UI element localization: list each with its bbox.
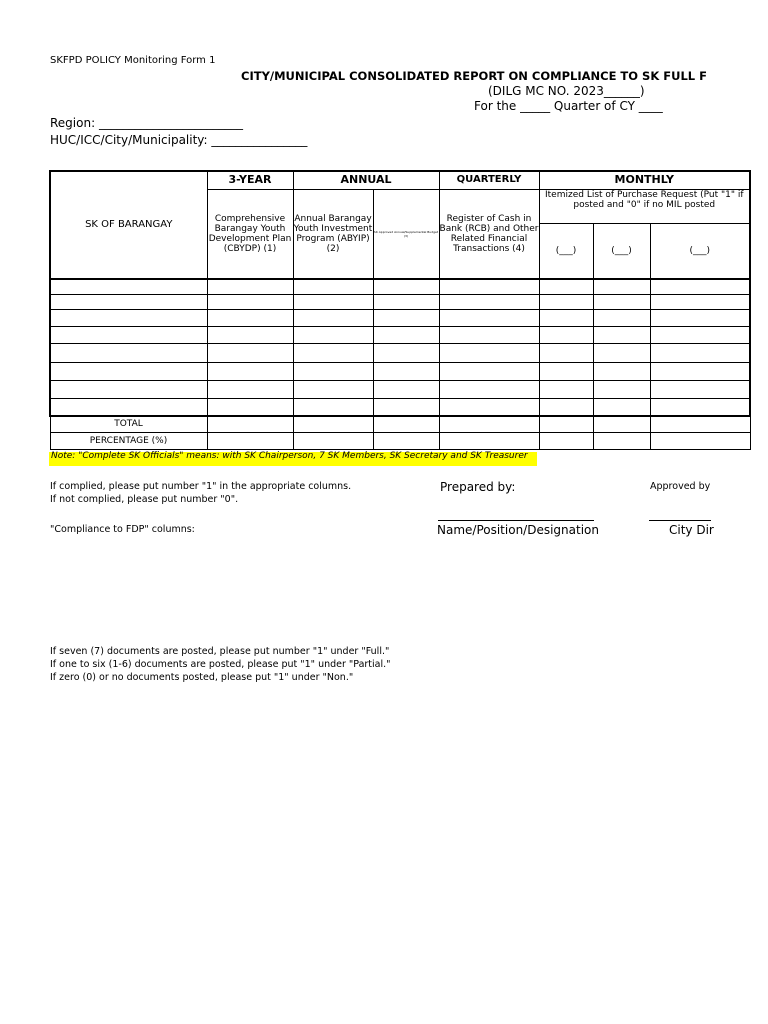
abyip-header: Annual Barangay Youth Investment Program (ABYIP) (2)	[293, 189, 373, 279]
instruction-fdp-columns: "Compliance to FDP" columns:	[50, 524, 195, 535]
month-1-blank: (___)	[539, 223, 593, 279]
instruction-complied: If complied, please put number "1" in the appropriate columns.	[50, 481, 352, 492]
form-label: SKFPD POLICY Monitoring Form 1	[50, 55, 216, 66]
instruction-not-complied: If not complied, please put number "0".	[50, 494, 239, 505]
huc-field: HUC/ICC/City/Municipality: ________________	[50, 133, 308, 147]
cbydp-header: Comprehensive Barangay Youth Development Plan (CBYDP) (1)	[207, 189, 293, 279]
quarter-line: For the _____ Quarter of CY ____	[474, 99, 663, 113]
quarterly-header: QUARTERLY	[439, 171, 539, 189]
table-row	[50, 326, 750, 343]
sk-of-barangay-header: SK OF BARANGAY	[50, 171, 207, 279]
table-row	[50, 294, 750, 309]
itemized-purchase-request-header: Itemized List of Purchase Request (Put "1" if posted and "0" if no MIL posted	[539, 189, 750, 223]
budget-header: SK Approved Annual/Supplemental Budget (3)	[373, 189, 439, 279]
city-director-label: City Dir	[669, 523, 714, 537]
note-highlight: Note: "Complete SK Officials" means: with SK Chairperson, 7 SK Members, SK Secretary and SK Treasurer	[49, 452, 537, 466]
monthly-header: MONTHLY	[539, 171, 750, 189]
compliance-table	[49, 170, 744, 454]
percentage-row	[50, 432, 750, 449]
rcb-header: Register of Cash in Bank (RCB) and Other Related Financial Transactions (4)	[439, 189, 539, 279]
instruction-non: If zero (0) or no documents posted, please put "1" under "Non."	[50, 672, 354, 683]
dilg-memo-number: (DILG MC NO. 2023______)	[488, 84, 645, 98]
instruction-partial: If one to six (1-6) documents are posted, please put "1" under "Partial."	[50, 659, 391, 670]
approved-signature-line	[649, 520, 711, 521]
table-row	[50, 362, 750, 380]
prepared-signature-line	[438, 520, 594, 521]
percentage-label: PERCENTAGE (%)	[50, 432, 207, 449]
month-2-blank: (___)	[593, 223, 650, 279]
report-title: CITY/MUNICIPAL CONSOLIDATED REPORT ON COMPLIANCE TO SK FULL F	[241, 69, 707, 83]
annual-header: ANNUAL	[293, 171, 439, 189]
instruction-full: If seven (7) documents are posted, please put number "1" under "Full."	[50, 646, 390, 657]
table-row	[50, 380, 750, 398]
table-row	[50, 398, 750, 416]
total-row	[50, 416, 750, 432]
total-label: TOTAL	[50, 416, 207, 432]
region-field: Region: ________________________	[50, 116, 243, 130]
three-year-header: 3-YEAR	[207, 171, 293, 189]
table-row	[50, 343, 750, 362]
approved-by-label: Approved by	[650, 481, 711, 492]
name-position-designation: Name/Position/Designation	[437, 523, 599, 537]
month-3-blank: (___)	[650, 223, 750, 279]
table-row	[50, 309, 750, 326]
prepared-by-label: Prepared by:	[440, 480, 516, 494]
table-row	[50, 279, 750, 294]
